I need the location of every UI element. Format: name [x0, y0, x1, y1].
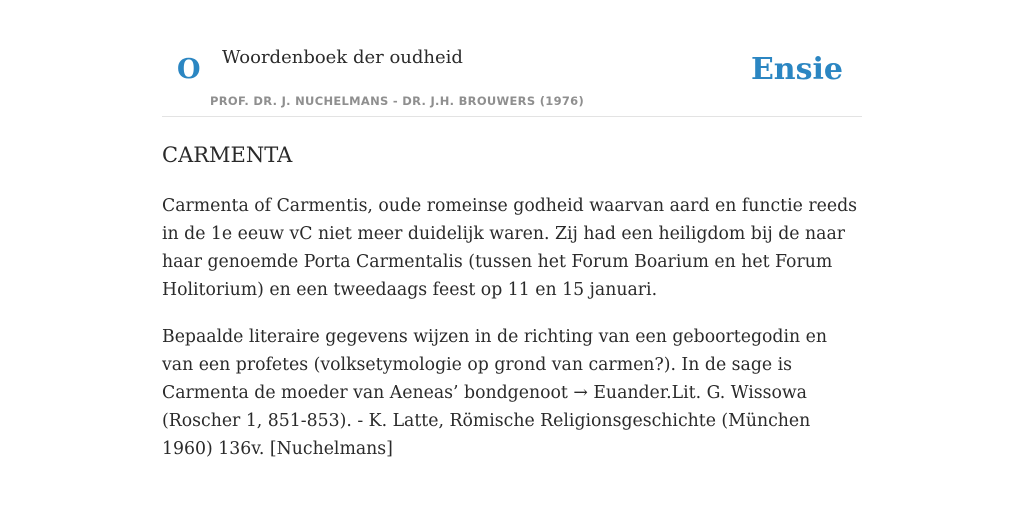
entry-paragraph-1: Carmenta of Carmentis, oude romeinse godheid waarvan aard en functie reeds in de 1e eeuw vC niet meer duidelijk waren. Zij had een heiligdom bij de naar haar genoemde Porta Carmentalis (tussen het Forum Boarium en het Forum Holitorium) en een tweedaags feest op 11 en 15 januari. [162, 196, 858, 300]
brand-logo-link[interactable]: Ensie [750, 52, 843, 87]
book-header [162, 0, 862, 117]
entry-body [162, 192, 862, 482]
book-authors: PROF. DR. J. NUCHELMANS - DR. J.H. BROUWERS (1976) [210, 94, 585, 108]
entry-paragraph-2: Bepaalde literaire gegevens wijzen in de richting van een geboortegodin en van een profetes (volksetymologie op grond van carmen?). In de sage is Carmenta de moeder van Aeneas’ bondgenoot → Euander.Lit. G. Wissowa (Roscher 1, 851-853). - K. Latte, Römische Religionsgeschichte (München 1960) 136v. [Nuchelmans] [162, 327, 827, 459]
section-letter[interactable]: O [177, 54, 201, 85]
book-title[interactable]: Woordenboek der oudheid [222, 47, 463, 68]
entry-title: CARMENTA [162, 143, 293, 167]
page-container [162, 0, 862, 459]
